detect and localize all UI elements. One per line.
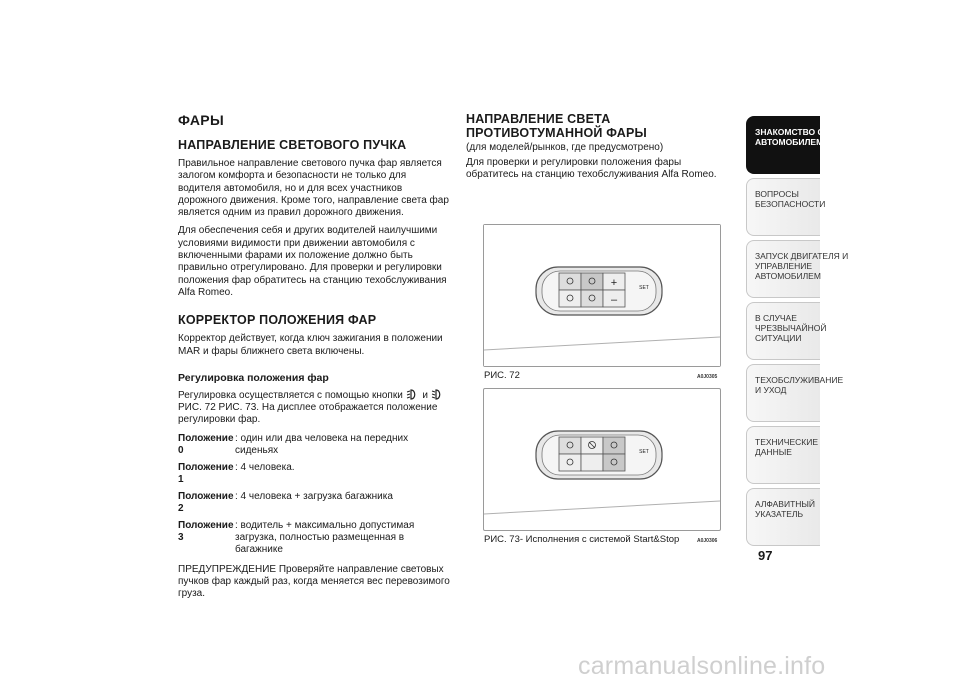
- adjustment-text-and: и: [422, 389, 428, 401]
- panel-set-label: SET: [639, 449, 649, 455]
- tab-label: ТЕХОБСЛУЖИВАНИЕ: [755, 375, 844, 385]
- chapter-tabs: [746, 116, 849, 550]
- tab-label: БЕЗОПАСНОСТИ: [755, 199, 826, 209]
- tab-label: ЧРЕЗВЫЧАЙНОЙ: [755, 323, 827, 333]
- figure-72: [483, 224, 721, 367]
- position-label: Положение 1: [178, 461, 234, 485]
- beam-direction-paragraph-1: Правильное направление светового пучка фар является залогом комфорта и безопасности не только для водителя автомобиля, но и для всех участников дорожного движения. Кроме того, направление света фар является одним из правил дорожного движения.: [178, 158, 449, 219]
- position-row: [178, 520, 450, 556]
- position-label: Положение 0: [178, 432, 234, 456]
- section-headlight-corrector-title: КОРРЕКТОР ПОЛОЖЕНИЯ ФАР: [178, 313, 377, 328]
- tab-label: И УХОД: [755, 385, 787, 395]
- tab-technical-data[interactable]: [746, 426, 820, 484]
- position-label: Положение 3: [178, 519, 234, 543]
- section-beam-direction-title: НАПРАВЛЕНИЕ СВЕТОВОГО ПУЧКА: [178, 138, 407, 152]
- section-fog-light-title: НАПРАВЛЕНИЕ СВЕТА ПРОТИВОТУМАННОЙ ФАРЫ: [466, 112, 647, 140]
- tab-starting-driving[interactable]: [746, 240, 849, 298]
- position-text: : 4 человека.: [235, 461, 295, 473]
- headlight-down-icon: [431, 389, 445, 400]
- adjustment-paragraph: [178, 389, 450, 427]
- position-text: : 4 человека + загрузка багажника: [235, 490, 393, 502]
- warning-paragraph: ПРЕДУПРЕЖДЕНИЕ Проверяйте направление световых пучков фар каждый раз, когда меняется вес перевозимого груза.: [178, 563, 450, 600]
- tab-getting-to-know[interactable]: [746, 116, 824, 174]
- page-number: 97: [758, 548, 773, 563]
- panel-set-label: SET: [639, 285, 649, 291]
- fog-light-paragraph: Для проверки и регулировки положения фары обратитесь на станцию техобслуживания Alfa Romeo.: [466, 157, 717, 181]
- adjustment-subtitle: Регулировка положения фар: [178, 371, 329, 384]
- right-column: [466, 112, 728, 188]
- figure-73-code: A0J0306: [697, 538, 718, 544]
- tab-label: ЗАПУСК ДВИГАТЕЛЯ И: [755, 251, 849, 261]
- tab-label: ЗНАКОМСТВО С: [755, 127, 824, 137]
- tab-label: СИТУАЦИИ: [755, 333, 802, 343]
- page-title: ФАРЫ: [178, 112, 224, 128]
- panel-plus-label: +: [610, 277, 618, 289]
- beam-direction-paragraph-2: Для обеспечения себя и других водителей наилучшими условиями видимости при движении автомобиля с включенными фарами их положение должно быть правильно отрегулировано. Для проверки и регулировки положения фар обратитесь на станцию техобслуживания Alfa Romeo.: [178, 225, 447, 298]
- position-label: Положение 2: [178, 490, 234, 514]
- tab-emergency[interactable]: [746, 302, 827, 360]
- panel-minus-label: –: [610, 294, 618, 306]
- headlight-up-icon: [406, 389, 420, 400]
- position-row: [178, 491, 450, 515]
- position-text: : водитель + максимально допустимая загрузка, полностью размещенная в багажнике: [235, 519, 415, 555]
- tab-label: УКАЗАТЕЛЬ: [755, 509, 804, 519]
- watermark: carmanualsonline.info: [578, 652, 826, 680]
- tab-label: АВТОМОБИЛЕМ: [755, 137, 824, 147]
- position-text: : один или два человека на передних сиденьях: [235, 432, 409, 456]
- switch-panel-illustration: [484, 225, 720, 366]
- position-row: [178, 462, 450, 486]
- switch-panel-startstop-illustration: [484, 389, 720, 530]
- tab-label: ВОПРОСЫ: [755, 189, 799, 199]
- tab-label: АВТОМОБИЛЕМ: [755, 271, 821, 281]
- tab-label: УПРАВЛЕНИЕ: [755, 261, 813, 271]
- tab-label: ДАННЫЕ: [755, 447, 792, 457]
- figure-73-caption: РИС. 73- Исполнения с системой Start&Stop: [484, 534, 680, 545]
- figure-72-caption: РИС. 72: [484, 370, 520, 381]
- tab-safety[interactable]: [746, 178, 826, 236]
- tab-label: ТЕХНИЧЕСКИЕ: [755, 437, 818, 447]
- adjustment-text-a: Регулировка осуществляется с помощью кнопки: [178, 389, 403, 401]
- left-column: [178, 112, 450, 607]
- positions-list: [178, 433, 450, 556]
- position-row: [178, 433, 450, 457]
- tab-label: В СЛУЧАЕ: [755, 313, 797, 323]
- market-note: (для моделей/рынков, где предусмотрено): [466, 142, 664, 153]
- tab-label: АЛФАВИТНЫЙ: [755, 499, 816, 509]
- corrector-paragraph: Корректор действует, когда ключ зажигания в положении MAR и фары ближнего света включены.: [178, 333, 443, 357]
- figure-73: [483, 388, 721, 531]
- tab-maintenance[interactable]: [746, 364, 844, 422]
- tab-index[interactable]: [746, 488, 820, 546]
- adjustment-text-b: РИС. 72 РИС. 73. На дисплее отображается положение регулировки фар.: [178, 402, 438, 426]
- figure-72-code: A0J0305: [697, 374, 718, 380]
